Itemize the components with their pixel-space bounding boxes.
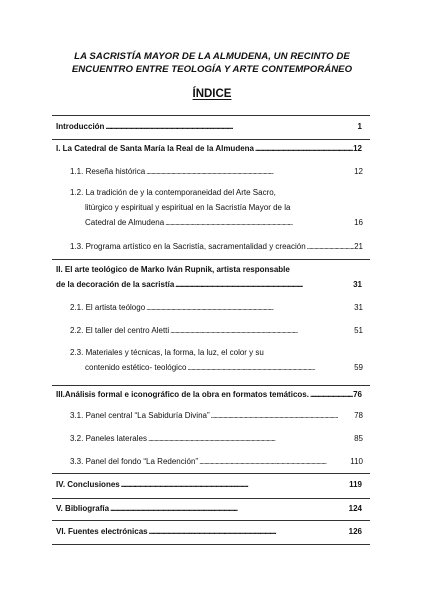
toc-entry-3-2[interactable] <box>70 431 363 446</box>
toc-divider <box>52 498 370 499</box>
toc-leader-dots <box>309 387 353 402</box>
toc-entry-section-4[interactable] <box>56 477 362 492</box>
toc-entry-section-2[interactable] <box>56 262 362 292</box>
toc-entry-label: 3.3. Panel del fondo “La Redención” <box>70 457 199 466</box>
toc-leader-dots <box>148 524 349 539</box>
toc-leader-dots <box>120 477 349 492</box>
toc-page-number: 85 <box>354 434 363 443</box>
toc-leader-dots <box>306 239 354 254</box>
toc-entry-label: III.Análisis formal e iconográfico de la obra en formatos temáticos. <box>56 390 309 399</box>
toc-leader-dots <box>169 323 354 338</box>
toc-entry-3-3[interactable] <box>70 454 363 469</box>
toc-leader-dots <box>164 215 354 230</box>
toc-entry-label: IV. Conclusiones <box>56 480 120 489</box>
toc-entry-label: VI. Fuentes electrónicas <box>56 527 148 536</box>
toc-leader-dots <box>186 360 354 375</box>
toc-page-number: 119 <box>349 480 362 489</box>
toc-page-number: 31 <box>353 280 362 289</box>
toc-entry-label: 2.1. El artista teólogo <box>70 303 146 312</box>
toc-entry-label: I. La Catedral de Santa María la Real de la Almudena <box>56 144 254 153</box>
document-title <box>40 50 384 76</box>
toc-divider <box>52 259 370 260</box>
toc-entry-section-1[interactable] <box>56 141 362 156</box>
toc-entry-label: 1.3. Programa artístico en la Sacristía, sacramentalidad y creación <box>70 242 306 251</box>
toc-page-number: 1 <box>357 122 362 131</box>
toc-page-number: 78 <box>354 411 363 420</box>
toc-page-number: 16 <box>354 218 363 227</box>
toc-divider <box>52 385 370 386</box>
toc-entry-label-line-1: 2.3. Materiales y técnicas, la forma, la luz, el color y su <box>70 348 264 357</box>
toc-entry-label-line-2: litúrgico y espiritual y espiritual en la Sacristía Mayor de la <box>85 203 291 212</box>
toc-page-number: 12 <box>353 144 362 153</box>
toc-entry-section-5[interactable] <box>56 501 362 516</box>
toc-page-number: 76 <box>353 390 362 399</box>
toc-divider <box>52 473 370 474</box>
toc-page-number: 124 <box>348 504 362 513</box>
toc-leader-dots <box>210 408 354 423</box>
toc-leader-dots <box>145 164 354 179</box>
toc-entry-label-line-2: de la decoración de la sacristía <box>56 280 175 289</box>
toc-entry-label-line-3: Catedral de Almudena <box>85 218 165 227</box>
index-heading: ÍNDICE <box>192 88 232 100</box>
toc-entry-2-3[interactable] <box>70 345 363 375</box>
toc-entry-label: 3.2. Paneles laterales <box>70 434 147 443</box>
toc-page-number: 31 <box>354 303 363 312</box>
toc-leader-dots <box>147 431 354 446</box>
toc-entry-section-3[interactable] <box>56 387 362 402</box>
toc-entry-1-2[interactable] <box>70 185 363 230</box>
toc-entry-label: V. Bibliografía <box>56 504 110 513</box>
toc-leader-dots <box>104 119 357 134</box>
toc-leader-dots <box>145 300 354 315</box>
toc-entry-label-line-2: contenido estético- teológico <box>85 363 187 372</box>
toc-leader-dots <box>198 454 350 469</box>
toc-leader-dots <box>254 141 353 156</box>
toc-entry-1-3[interactable] <box>70 239 363 254</box>
toc-entry-1-1[interactable] <box>70 164 363 179</box>
toc-page-number: 21 <box>354 242 363 251</box>
toc-page-number: 110 <box>350 457 363 466</box>
toc-leader-dots <box>109 501 349 516</box>
toc-entry-label: 1.1. Reseña histórica <box>70 167 146 176</box>
document-title-line-1: LA SACRISTÍA MAYOR DE LA ALMUDENA, UN RECINTO DE <box>74 51 350 62</box>
toc-entry-section-6[interactable] <box>56 524 362 539</box>
toc-page-number: 12 <box>354 167 363 176</box>
toc-page-number: 126 <box>348 527 362 536</box>
toc-entry-label-line-1: II. El arte teológico de Marko Iván Rupnik, artista responsable <box>56 265 290 274</box>
toc-page-number: 59 <box>354 363 363 372</box>
toc-entry-2-1[interactable] <box>70 300 363 315</box>
toc-divider <box>52 520 370 521</box>
toc-leader-dots <box>174 277 353 292</box>
toc-page-number: 51 <box>354 326 363 335</box>
document-title-line-2: ENCUENTRO ENTRE TEOLOGÍA Y ARTE CONTEMPORÁNEO <box>71 64 353 75</box>
toc-entry-label: 2.2. El taller del centro Aletti <box>70 326 170 335</box>
toc-entry-label-line-1: 1.2. La tradición de y la contemporaneidad del Arte Sacro, <box>70 188 276 197</box>
toc-entry-2-2[interactable] <box>70 323 363 338</box>
toc-entry-label: Introducción <box>56 122 105 131</box>
toc-entry-label: 3.1. Panel central “La Sabiduría Divina” <box>70 411 210 420</box>
toc-entry-introduccion[interactable] <box>56 119 362 134</box>
toc-divider <box>52 139 370 140</box>
toc-entry-3-1[interactable] <box>70 408 363 423</box>
